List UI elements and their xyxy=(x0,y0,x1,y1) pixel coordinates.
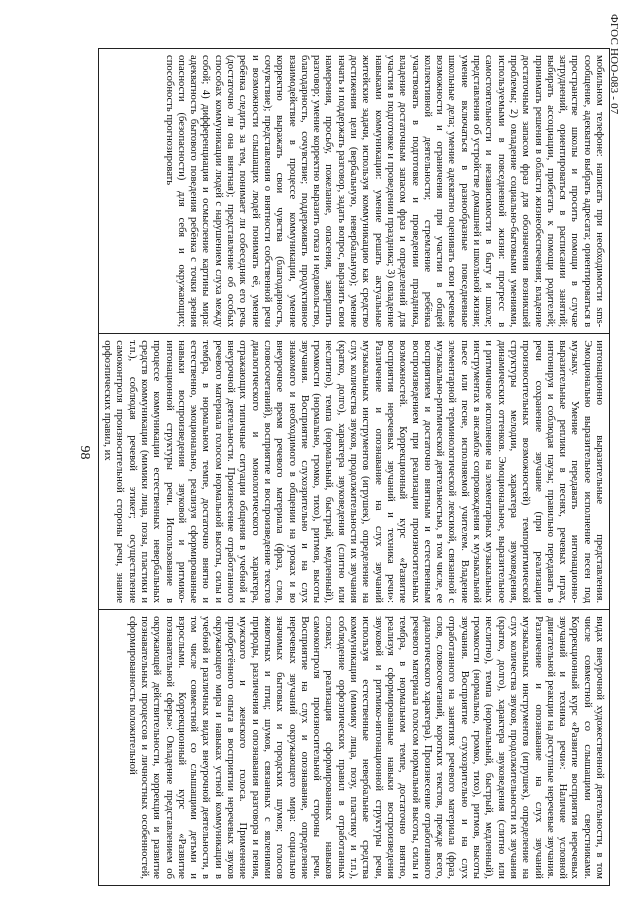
page-number: 98 xyxy=(77,445,92,460)
column-text: видах внеурочной художественной деятельности, в том числе совместной со слышащими сверстниками. Коррекционный курс «Развитие восприятия неречевых звучаний и техника речи»: Наличие условной двигательной реакции на доступные неречевые звучания. Различение и опознавание на слух звучаний музыкальных инструментов (игрушек), определение на слух количества звуков, продолжительности их звучания (кратко, долго), характера звуковедения (слитно или неслитно), темпа (нормальный, быстрый, медленный), громкости (нормально, громко, тихо), ритмов, высоты звучания. Восприятие слухозрительно и на слух отработанного на занятиях речевого материала (фраз, слов, словосочетаний, коротких текстов, прежде всего, диалогического характера). Произнесение отработанного речевого материала голосом нормальной высоты, силы и тембра, в нормальном темпе, достаточно внятно, реализуя сформированные навыки воспроизведения звуковой и ритмико-интонационной структуры речи, используя естественные невербальные средства коммуникации (мимику лица, позу, пластику и т.п.), соблюдение орфоэпических правил в отработанных словах; реализация сформированных навыков самоконтроля произносительной стороны речи. Восприятие на слух и опознавание, определение неречевых звучаний окружающего мира: социально значимых бытовых и городских шумов; голосов животных и птиц; шумов, связанных с явлениями природы, различения и опознавания разговора и пения, мужского и женского голоса. Применение приобретённого опыта в восприятии неречевых звуков окружающего мира и навыках устной коммуникации в учебной и различных видах внеурочной деятельности, в том числе совместной со слышащими детьми и взрослыми. Коррекционный курс «Развитие познавательной сферы»: Овладение представлением об окружающей действительности, коррекция и развитие познавательных процессов и личностных особенностей, сформированность положительной xyxy=(126,616,605,879)
table-column-music-rhythm xyxy=(99,333,609,609)
requirements-table xyxy=(98,48,610,886)
column-text: интонационно выразительные представления. Эмоционально выразительное исполнение песен под музыку. Умение передавать интонационно-выразительные реплики в песнях, речевых играх, интонируя и соблюдая паузы; правильно передавать в речи сохранение звучание (при реализации произносительных возможностей) темпоритмической структуры мелодии, характера звуковедения, динамических оттенков. Эмоциональное, выразительное и ритмичное исполнение на элементарных музыкальных инструментах в ансамбле сопровождения к музыкальной пьесе или песне, исполняемой учителем. Владение элементарной терминологической лексикой, связанной с музыкально-ритмической деятельностью, в том числе, ее восприятием и достаточно внятным и естественным воспроизведением при реализации произносительных возможностей. Коррекционный курс «Развитие восприятия неречевых звучаний и техника речи»: Различение и опознавание на слух звучаний музыкальных инструментов (игрушек), определение на слух количества звуков, продолжительности их звучания (кратко, долго), характера звуковедения (слитно или неслитно), темпа (нормальный, быстрый, медленный), громкости (нормально, громко, тихо), ритмов, высоты звучания. Восприятие слухозрительно и на слух знакомого и необходимого в общении на уроках и во внеурочное время речевого материала (фраз, слов, словосочетаний), восприятие и воспроизведение текстов диалогического и монологического характера, отражающих типичные ситуации общения в учебной и внеурочной деятельности. Произнесение отработанного речевого материала голосом нормальной высоты, силы и тембра, в нормальном темпе, достаточно внятно и естественно, эмоционально, реализуя сформированные навыки воспроизведения звуковой и ритмико-интонационной структуры речи. Использование в процессе коммуникации естественных невербальных средств коммуникации (мимики лица, позы, пластики и т.п.), соблюдая речевой этикет; осуществление самоконтроля произносительной стороны речи, знание орфоэпических правил, их xyxy=(102,340,605,604)
column-text: мобильном телефоне: написать при необходимости sms-сообщение, адекватно выбрать адресата; ориентироваться в пространстве школы и просить помощи в случае затруднений, ориентироваться в расписании занятий; выбирать ассоциации, прибегать к помощи родителей; принимать решения в области жизнеобеспечения; владение достаточным запасом фраз для обозначения возникшей проблемы; 2) овладение социально-бытовыми умениями, используемыми в повседневной жизни: прогресс в самостоятельности и независимости в быту и школе; представления об устройстве домашней и школьной жизни; умение включаться в разнообразные повседневные школьные дела; умение адекватно оценивать свои речевые возможности и ограничения при участии в общей коллективной деятельности; стремление ребёнка участвовать в подготовке и проведении праздника, владение достаточным запасом фраз и определений для участия в подготовке и проведении праздника; 3) овладение навыками коммуникации: умение решать актуальные житейские задачи, используя коммуникацию как средство достижения цели (вербальную, невербальную); умение начать и поддержать разговор, задать вопрос, выразить свои намерения, просьбу, пожелание, опасения, завершить разговор; умение корректно выразить отказ и недовольство, благодарность, сочувствие; поддерживать продуктивное взаимодействие в процессе коммуникации, умение корректно выражать свои чувства (благодарность, сочувствие); представления о внятности собственной речи и возможности слышащих людей понимать её, умение ребёнка следить за тем, понимает ли собеседник его речь (достаточно ли она внятная); представление об особых способах коммуникации людей с нарушением слуха между собой; 4) дифференциация и осмысление картины мира: адекватность бытового поведения ребёнка с точки зрения опасности (безопасности) для себя и окружающих; способность прогнозировать xyxy=(163,55,605,328)
table-column-life-competence xyxy=(99,49,609,333)
document-code: ФГОС НОО-083 - 07 xyxy=(608,14,620,115)
table-column-correctional-courses xyxy=(99,609,609,885)
